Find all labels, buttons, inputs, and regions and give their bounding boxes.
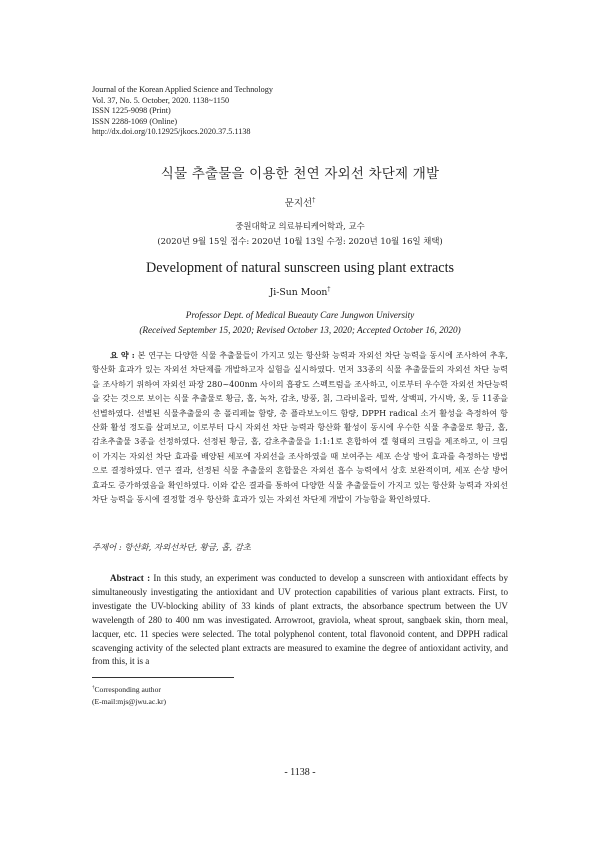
journal-issn-online: ISSN 2288-1069 (Online) [92, 116, 178, 126]
journal-volume: Vol. 37, No. 5. October, 2020. 1138~1150 [92, 95, 230, 105]
affiliation-english: Professor Dept. of Medical Bueauty Care Jungwon University [185, 310, 415, 320]
journal-issn-print: ISSN 1225-9098 (Print) [92, 106, 171, 116]
footnote-mark: † [92, 685, 95, 691]
footnote [92, 684, 166, 708]
corresponding-mark-english: † [327, 285, 331, 293]
author-korean-name: 문지선 [284, 198, 313, 209]
journal-name: Journal of the Korean Applied Science and Technology [92, 85, 273, 94]
footnote-corresponding [92, 684, 166, 696]
dates-korean: (2020년 9월 15일 접수: 2020년 10월 13일 수정: 2020년 10월 16일 채택) [157, 235, 443, 246]
corresponding-mark: † [312, 196, 316, 204]
page-number: - 1138 - [284, 767, 316, 778]
dates-english: (Received September 15, 2020; Revised October 13, 2020; Accepted October 16, 2020) [139, 324, 461, 335]
footnote-label: Corresponding author [94, 685, 161, 694]
abstract-english-text: In this study, an experiment was conducted to develop a sunscreen with antioxidant effects by simultaneously investigating the antioxidant and UV protection capabilities of various plant extracts. First, to investigate the UV-blocking ability of 33 kinds of plant extracts, the absorbance spectrum between the UV wavelength of 280 to 400 nm was investigated. Arrowroot, graviola, wheat sprout, sangbaek skin, thorn meal, lacquer, etc. 11 species were selected. The total polyphenol content, total flavonoid content, and DPPH radical scavenging activity of the selected plant extracts are measured to examine the degree of antioxidant activity, and from this, it is a [92, 573, 508, 667]
keywords-korean: 주제어 : 항산화, 자외선차단, 황금, 홉, 감초 [92, 542, 251, 552]
affiliation-korean-block [0, 219, 600, 248]
author-korean [0, 195, 600, 209]
journal-doi[interactable]: http://dx.doi.org/10.12925/jkocs.2020.37.5.1138 [92, 127, 251, 137]
footnote-email: (E-mail:mjs@jwu.ac.kr) [92, 697, 167, 706]
abstract-korean [92, 348, 508, 506]
paper-title-english: Development of natural sunscreen using plant extracts [145, 260, 455, 276]
author-english [0, 287, 600, 298]
abstract-english [92, 572, 508, 669]
affiliation-english-block [0, 308, 600, 337]
footnote-divider [92, 677, 234, 678]
paper-title-korean: 식물 추출물을 이용한 천연 자외선 차단제 개발 [160, 166, 440, 182]
affiliation-korean: 중원대학교 의료뷰티케어학과, 교수 [235, 221, 365, 231]
abstract-korean-text: 본 연구는 다양한 식물 추출물들이 가지고 있는 항산화 능력과 자외선 차단 능력을 동시에 조사하여 추후, 항산화 효과가 있는 자외선 차단제를 개발하고자 실험을 실시하였다. 먼저 33종의 식물 추출물들의 자외선 차단 능력을 조사하기 위하여 자외선 파장 280~400nm 사이의 흡광도 스펙트럼을 조사하고, 이로부터 우수한 자외선 차단능력을 갖는 것으로 보이는 식물 추출물로 황금, 홉, 녹차, 감초, 방풍, 칡, 그라비올라, 밀싹, 상백피, 가시박, 옻, 등 11종을 선별하였다. 선별된 식물추출물의 총 폴리페놀 함량, 총 플라보노이드 함량, DPPH radical 소거 활성을 측정하여 항산화 활성 정도를 살펴보고, 이로부터 다시 자외선 차단 능력과 항산화 활성이 동시에 우수한 식물 추출물로 황금, 홉, 감초추출물 3종을 선정하였다. 선정된 황금, 홉, 감초추출물을 1:1:1로 혼합하여 겔 형태의 크림을 제조하고, 이 크림이 가지는 자외선 차단 효과를 배양된 세포에 자외선을 조사하였을 때 보여주는 세포 손상 방어 효과를 측정하는 방법으로 결정하였다. 연구 결과, 선정된 식물 추출물의 혼합물은 자외선 흡수 능력에서 상호 보완적이며, 세포 손상 방어 효과도 증가하였음을 확인하였다. 이와 같은 결과를 통하여 다양한 식물 추출물들이 가지고 있는 항산화 능력과 자외선 차단 능력을 동시에 결정할 경우 항산화 효과가 있는 자외선 차단제 개발이 가능함을 확인하였다. [92, 350, 509, 505]
journal-header [92, 85, 273, 138]
abstract-english-label: Abstract : [110, 573, 151, 583]
author-english-name: Ji-Sun Moon [269, 287, 328, 298]
abstract-korean-label: 요 약 : [110, 350, 135, 360]
